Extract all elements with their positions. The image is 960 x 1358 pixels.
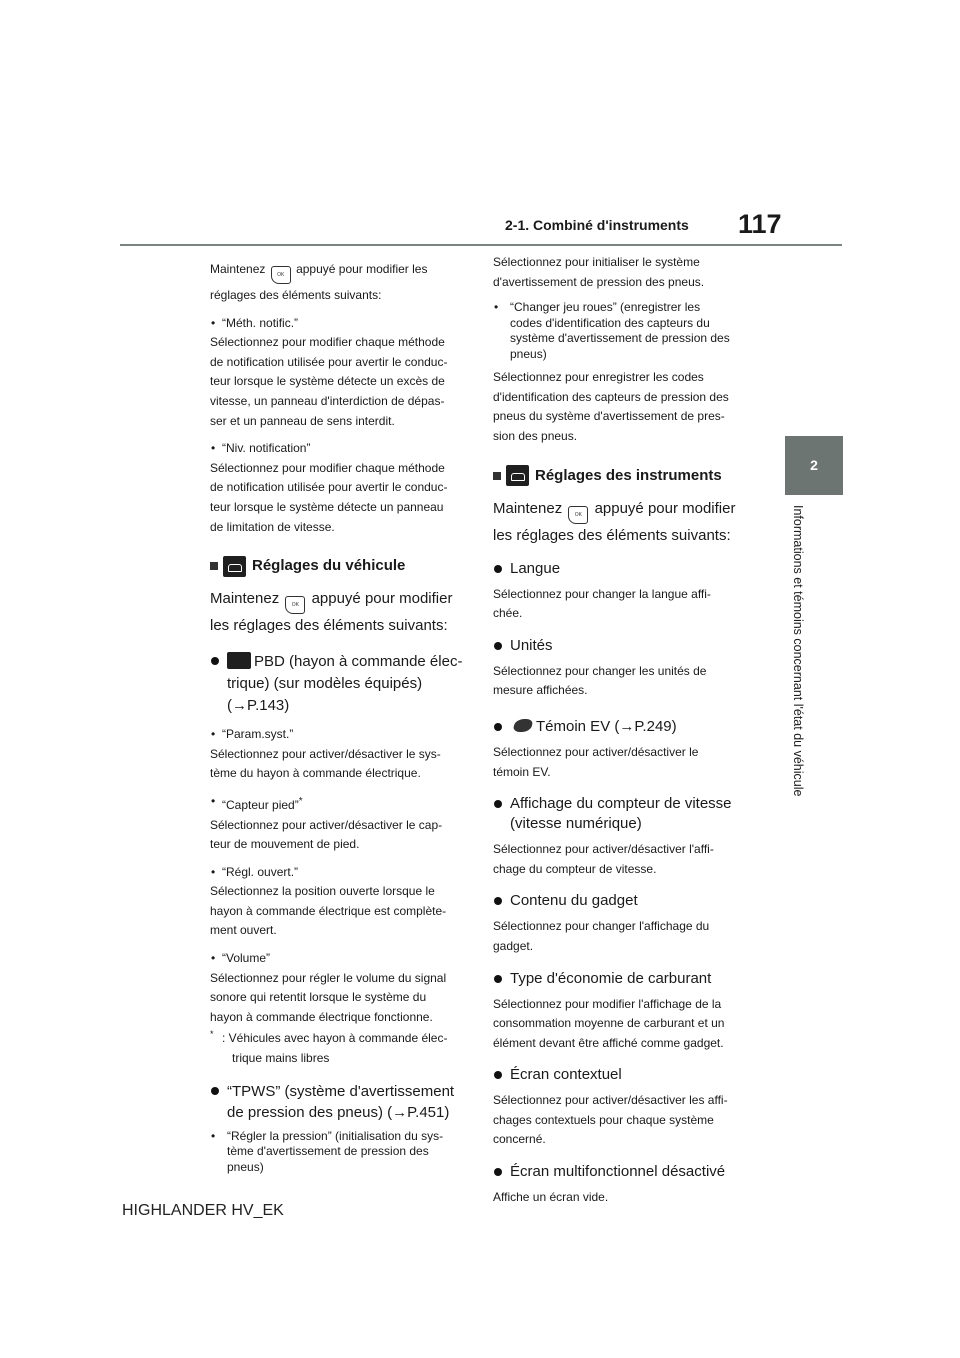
vehicle-intro: Maintenez OK appuyé pour modifier les réglages des éléments suivants: (210, 590, 453, 635)
vehicle-settings-icon (223, 556, 246, 577)
list-item-ev: Témoin EV (→P.249) (493, 717, 748, 737)
list-item-unites: Unités (493, 636, 748, 656)
left-column: Maintenez OK appuyé pour modifier les réglages des éléments suivants: • “Méth. notific.” Sélectionnez pour modifier chaque méthode de notification utilisée pour avertir le conduc- teur lorsque le système détecte un excès de vitesse, un panneau d'interdiction de dépas- ser et un panneau de sens interdit. • “Niv. notification” Sélectionnez pour modifier chaque méthode de notification utilisée pour avertir le conduc- teur lorsque le système détecte un panneau de limitation de vitesse. Réglages du véhicule Maintenez OK appuyé pour modifier les réglages des éléments suivants: PBD (hayon à commande élec- trique) (sur modèles équipés) (→P.143) • “Param.syst.” Sélectionnez pour activer/désactiver le sys- tème du hayon à commande électrique. • “Capteur pied”* Sélectionnez pour activer/désactiver le cap- teur de mouvement de pied. • “Régl. ouvert.” Sélectionnez la position ouverte lorsque le hayon à commande électrique est complète- ment ouvert. • “Volume” Sélectionnez pour régler le volume du signal sonore qui retentit lorsque le système du hayon à commande électrique fonctionne. * : Véhicules avec hayon à commande élec- trique mains libres “TPWS” (système d'avertissement de pression des pneus) (→P.451) • “Régler la pression” (initialisation du sys- tème d'avertissement de pression des pneus) (210, 260, 465, 1175)
list-item: • “Régler la pression” (initialisation du sys- tème d'avertissement de pression des pneus) (210, 1129, 465, 1176)
tailgate-icon (227, 652, 251, 669)
list-item: • “Changer jeu roues” (enregistrer les codes d'identification des capteurs du système d'avertissement de pression des pneus) (493, 300, 748, 362)
list-item-langue: Langue (493, 559, 748, 579)
ev-indicator-icon (513, 719, 534, 732)
instruments-intro: Maintenez OK appuyé pour modifier les réglages des éléments suivants: (493, 499, 736, 544)
chapter-tab: 2 (785, 436, 843, 495)
header-section-title: 2-1. Combiné d'instruments (505, 217, 689, 233)
list-item: • “Volume” (210, 949, 465, 969)
intro: Maintenez OK appuyé pour modifier les (210, 260, 465, 284)
intro-line2: réglages des éléments suivants: (210, 288, 382, 302)
section-heading-instruments: Réglages des instruments (493, 465, 748, 487)
list-item-screen-off: Écran multifonctionnel désactivé (493, 1162, 748, 1182)
square-bullet-icon (493, 472, 501, 480)
list-item-speedometer: Affichage du compteur de vitesse (vitesse numérique) (493, 794, 748, 834)
right-column: Sélectionnez pour initialiser le système d'avertissement de pression des pneus. • “Changer jeu roues” (enregistrer les codes d'identification des capteurs du système d'avertissement de pression des pneus) Sélectionnez pour enregistrer les codes d'identification des capteurs de pression des pneus du système d'avertissement de pres- sion des pneus. Réglages des instruments Maintenez OK appuyé pour modifier les réglages des éléments suivants: Langue Sélectionnez pour changer la langue affi- chée. Unités Sélectionnez pour changer les unités de mesure affichées. Témoin EV (→P.249) Sélectionnez pour activer/désactiver le témoin EV. Affichage du compteur de vitesse (vitesse numérique) Sélectionnez pour activer/désactiver l'affi- chage du compteur de vitesse. Contenu du gadget Sélectionnez pour changer l'affichage du gadget. Type d'économie de carburant Sélectionnez pour modifier l'affichage de la consommation moyenne de carburant et un élément devant être affiché comme gadget. Écran contextuel Sélectionnez pour activer/désactiver les affi- chages contextuels pour chaque système concerné. Écran multifonctionnel désactivé Affiche un écran vide. (493, 253, 748, 1216)
ok-button-icon: OK (568, 506, 588, 524)
chapter-title-vertical: Informations et témoins concernant l'état du véhicule (791, 505, 805, 797)
list-item-pbd: PBD (hayon à commande élec- trique) (sur modèles équipés) (→P.143) (210, 651, 465, 717)
list-item-tpws: “TPWS” (système d'avertissement de pression des pneus) (→P.451) (210, 1081, 465, 1123)
ok-button-icon: OK (285, 596, 305, 614)
footnote: * : Véhicules avec hayon à commande élec- trique mains libres (210, 1029, 448, 1066)
header-rule (120, 244, 842, 246)
list-item-gadget: Contenu du gadget (493, 891, 748, 911)
list-item-fuel-economy: Type d'économie de carburant (493, 969, 748, 989)
footer-model: HIGHLANDER HV_EK (122, 1202, 284, 1219)
list-item: • “Param.syst.” (210, 725, 465, 745)
page-number: 117 (738, 209, 782, 239)
list-item: • “Régl. ouvert.” (210, 863, 465, 883)
square-bullet-icon (210, 562, 218, 570)
list-item-popup: Écran contextuel (493, 1065, 748, 1085)
ok-button-icon: OK (271, 266, 291, 284)
instrument-settings-icon (506, 465, 529, 486)
list-item: • “Capteur pied”* (210, 792, 465, 816)
list-item: • “Méth. notific.” (210, 314, 465, 334)
list-item: • “Niv. notification” (210, 439, 465, 459)
section-heading-vehicle: Réglages du véhicule (210, 555, 465, 577)
